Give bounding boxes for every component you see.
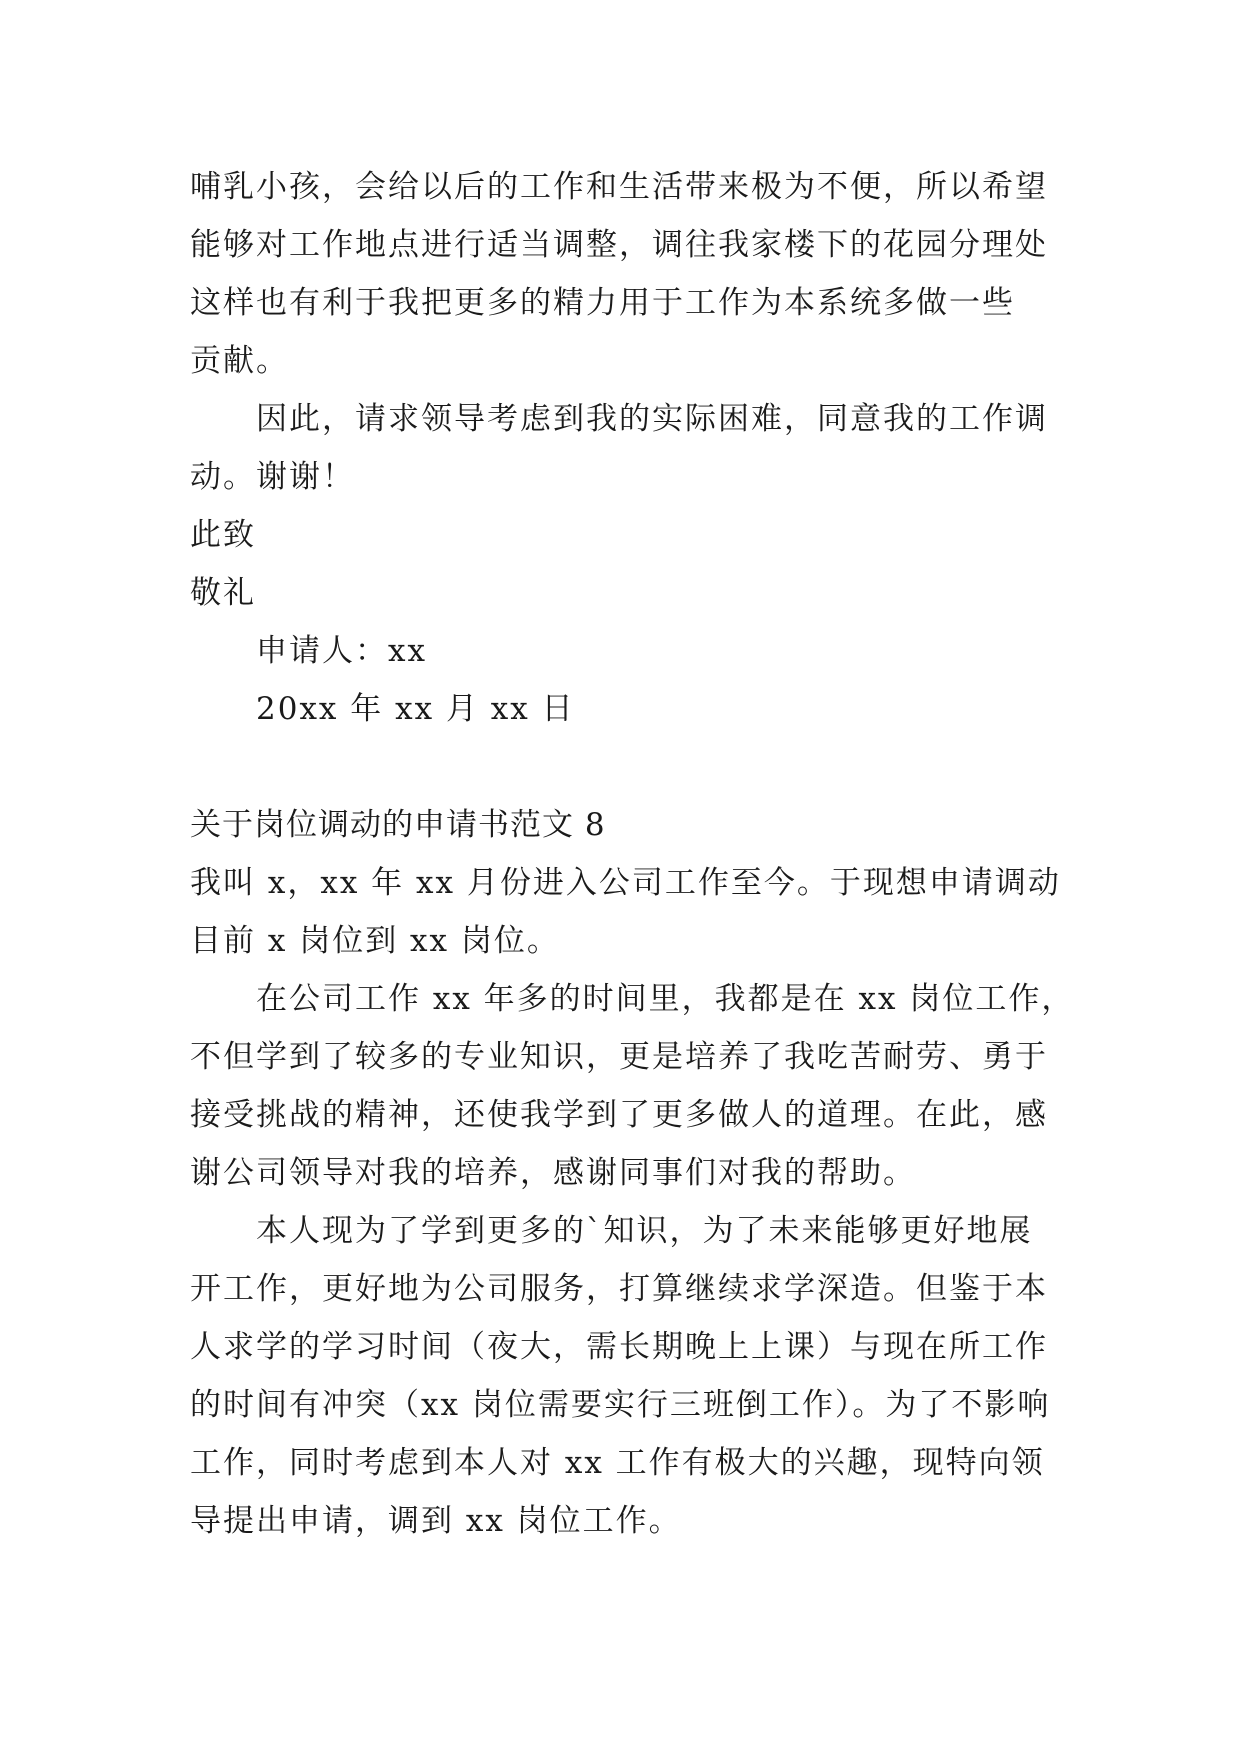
text-line: 谢公司领导对我的培养，感谢同事们对我的帮助。 (190, 1155, 916, 1191)
text-line: 这样也有利于我把更多的精力用于工作为本系统多做一些 (190, 285, 1015, 321)
paragraph-3 (190, 854, 1060, 970)
text-line: 目前 x 岗位到 xx 岗位。 (190, 923, 560, 959)
section-spacer (190, 738, 1060, 796)
paragraph-5 (190, 1202, 1060, 1550)
section-title: 关于岗位调动的申请书范文 8 (190, 807, 606, 843)
text-line: 贡献。 (190, 343, 289, 379)
text-line: 开工作，更好地为公司服务，打算继续求学深造。但鉴于本 (190, 1271, 1048, 1307)
text-line: 导提出申请，调到 xx 岗位工作。 (190, 1503, 682, 1539)
text-line: 本人现为了学到更多的`知识，为了未来能够更好地展 (256, 1213, 1033, 1249)
text-line: 动。谢谢！ (190, 459, 355, 495)
letter-date: 20xx 年 xx 月 xx 日 (256, 691, 575, 727)
closing-regards: 敬礼 (190, 575, 256, 611)
text-line: 工作，同时考虑到本人对 xx 工作有极大的兴趣，现特向领 (190, 1445, 1045, 1481)
text-line: 因此，请求领导考虑到我的实际困难，同意我的工作调 (256, 401, 1048, 437)
paragraph-2 (190, 390, 1060, 506)
paragraph-4 (190, 970, 1075, 1202)
closing-salutation: 此致 (190, 517, 256, 553)
text-line: 接受挑战的精神，还使我学到了更多做人的道理。在此，感 (190, 1097, 1048, 1133)
text-line: 哺乳小孩，会给以后的工作和生活带来极为不便，所以希望 (190, 169, 1048, 205)
text-line: 的时间有冲突（xx 岗位需要实行三班倒工作）。为了不影响 (190, 1387, 1051, 1423)
paragraph-1 (190, 158, 1060, 390)
text-line: 我叫 x，xx 年 xx 月份进入公司工作至今。于现想申请调动 (190, 865, 1061, 901)
text-line: 人求学的学习时间（夜大，需长期晚上上课）与现在所工作 (190, 1329, 1048, 1365)
text-line: 不但学到了较多的专业知识，更是培养了我吃苦耐劳、勇于 (190, 1039, 1048, 1075)
text-line: 在公司工作 xx 年多的时间里，我都是在 xx 岗位工作， (256, 981, 1075, 1017)
applicant-signature: 申请人：xx (256, 633, 427, 669)
document-body (190, 158, 1075, 1550)
text-line: 能够对工作地点进行适当调整，调往我家楼下的花园分理处 (190, 227, 1048, 263)
